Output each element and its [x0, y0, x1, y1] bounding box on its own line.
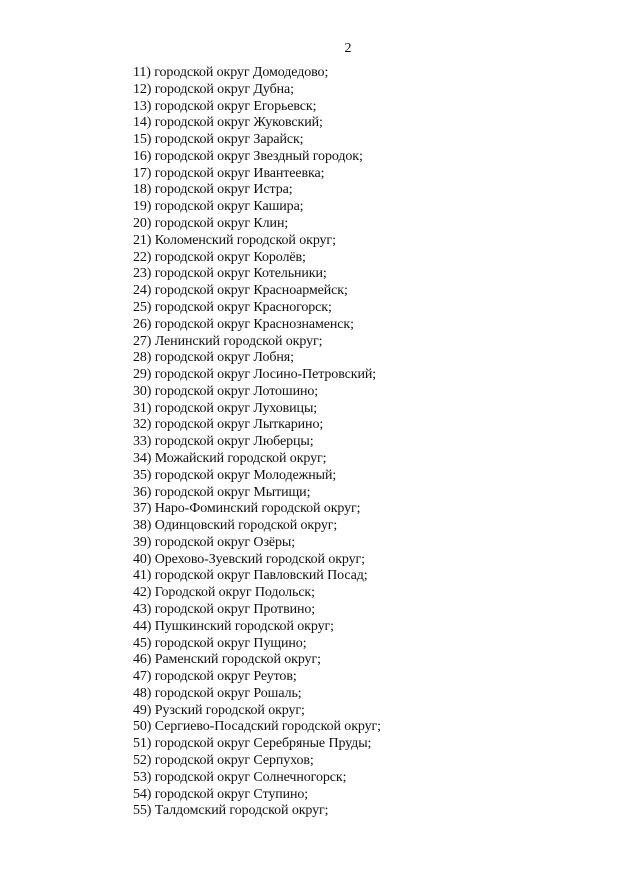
list-item: 22) городской округ Королёв;	[133, 249, 306, 265]
list-item: 46) Раменский городской округ;	[133, 652, 321, 668]
list-item: 27) Ленинский городской округ;	[133, 333, 323, 349]
list-item: 31) городской округ Луховицы;	[133, 400, 318, 416]
list-item: 14) городской округ Жуковский;	[133, 115, 323, 131]
list-item: 29) городской округ Лосино-Петровский;	[133, 367, 377, 383]
list-item: 48) городской округ Рошаль;	[133, 685, 302, 701]
list-item: 24) городской округ Красноармейск;	[133, 283, 348, 299]
list-item: 41) городской округ Павловский Посад;	[133, 568, 368, 584]
list-item: 30) городской округ Лотошино;	[133, 383, 319, 399]
list-item: 40) Орехово-Зуевский городской округ;	[133, 551, 365, 567]
list-item: 26) городской округ Краснознаменск;	[133, 316, 354, 332]
list-item: 12) городской округ Дубна;	[133, 81, 294, 97]
list-item: 33) городской округ Люберцы;	[133, 434, 314, 450]
list-item: 19) городской округ Кашира;	[133, 199, 304, 215]
list-item: 28) городской округ Лобня;	[133, 350, 294, 366]
list-item: 43) городской округ Протвино;	[133, 602, 316, 617]
list-item: 21) Коломенский городской округ;	[133, 232, 336, 248]
list-item: 51) городской округ Серебряные Пруды;	[133, 736, 372, 752]
list-item: 13) городской округ Егорьевск;	[133, 98, 317, 114]
list-item: 44) Пушкинский городской округ;	[133, 618, 334, 634]
list-item: 17) городской округ Ивантеевка;	[133, 165, 325, 181]
list-item: 53) городской округ Солнечногорск;	[133, 769, 347, 785]
list-item: 35) городской округ Молодежный;	[133, 467, 337, 483]
list-item: 55) Талдомский городской округ;	[133, 803, 329, 819]
list-item: 42) Городской округ Подольск;	[133, 585, 315, 601]
list-item: 15) городской округ Зарайск;	[133, 132, 304, 148]
list-item: 38) Одинцовский городской округ;	[133, 518, 338, 534]
list-item: 11) городской округ Домодедово;	[133, 65, 329, 80]
list-item: 25) городской округ Красногорск;	[133, 299, 332, 315]
list-item: 45) городской округ Пущино;	[133, 635, 307, 651]
list-item: 52) городской округ Серпухов;	[133, 753, 314, 769]
list-item: 39) городской округ Озёры;	[133, 534, 295, 550]
district-list	[133, 65, 381, 820]
list-item: 16) городской округ Звездный городок;	[133, 148, 363, 164]
list-item: 36) городской округ Мытищи;	[133, 484, 311, 500]
list-item: 37) Наро-Фоминский городской округ;	[133, 501, 361, 517]
page-number: 2	[344, 41, 352, 56]
list-item: 54) городской округ Ступино;	[133, 786, 309, 802]
list-item: 47) городской округ Реутов;	[133, 669, 297, 685]
list-item: 23) городской округ Котельники;	[133, 266, 327, 282]
list-item: 32) городской округ Лыткарино;	[133, 417, 324, 433]
list-item: 18) городской округ Истра;	[133, 182, 293, 198]
list-item: 50) Сергиево-Посадский городской округ;	[133, 719, 381, 735]
list-item: 34) Можайский городской округ;	[133, 450, 327, 466]
list-item: 49) Рузский городской округ;	[133, 702, 305, 718]
list-item: 20) городской округ Клин;	[133, 216, 289, 232]
